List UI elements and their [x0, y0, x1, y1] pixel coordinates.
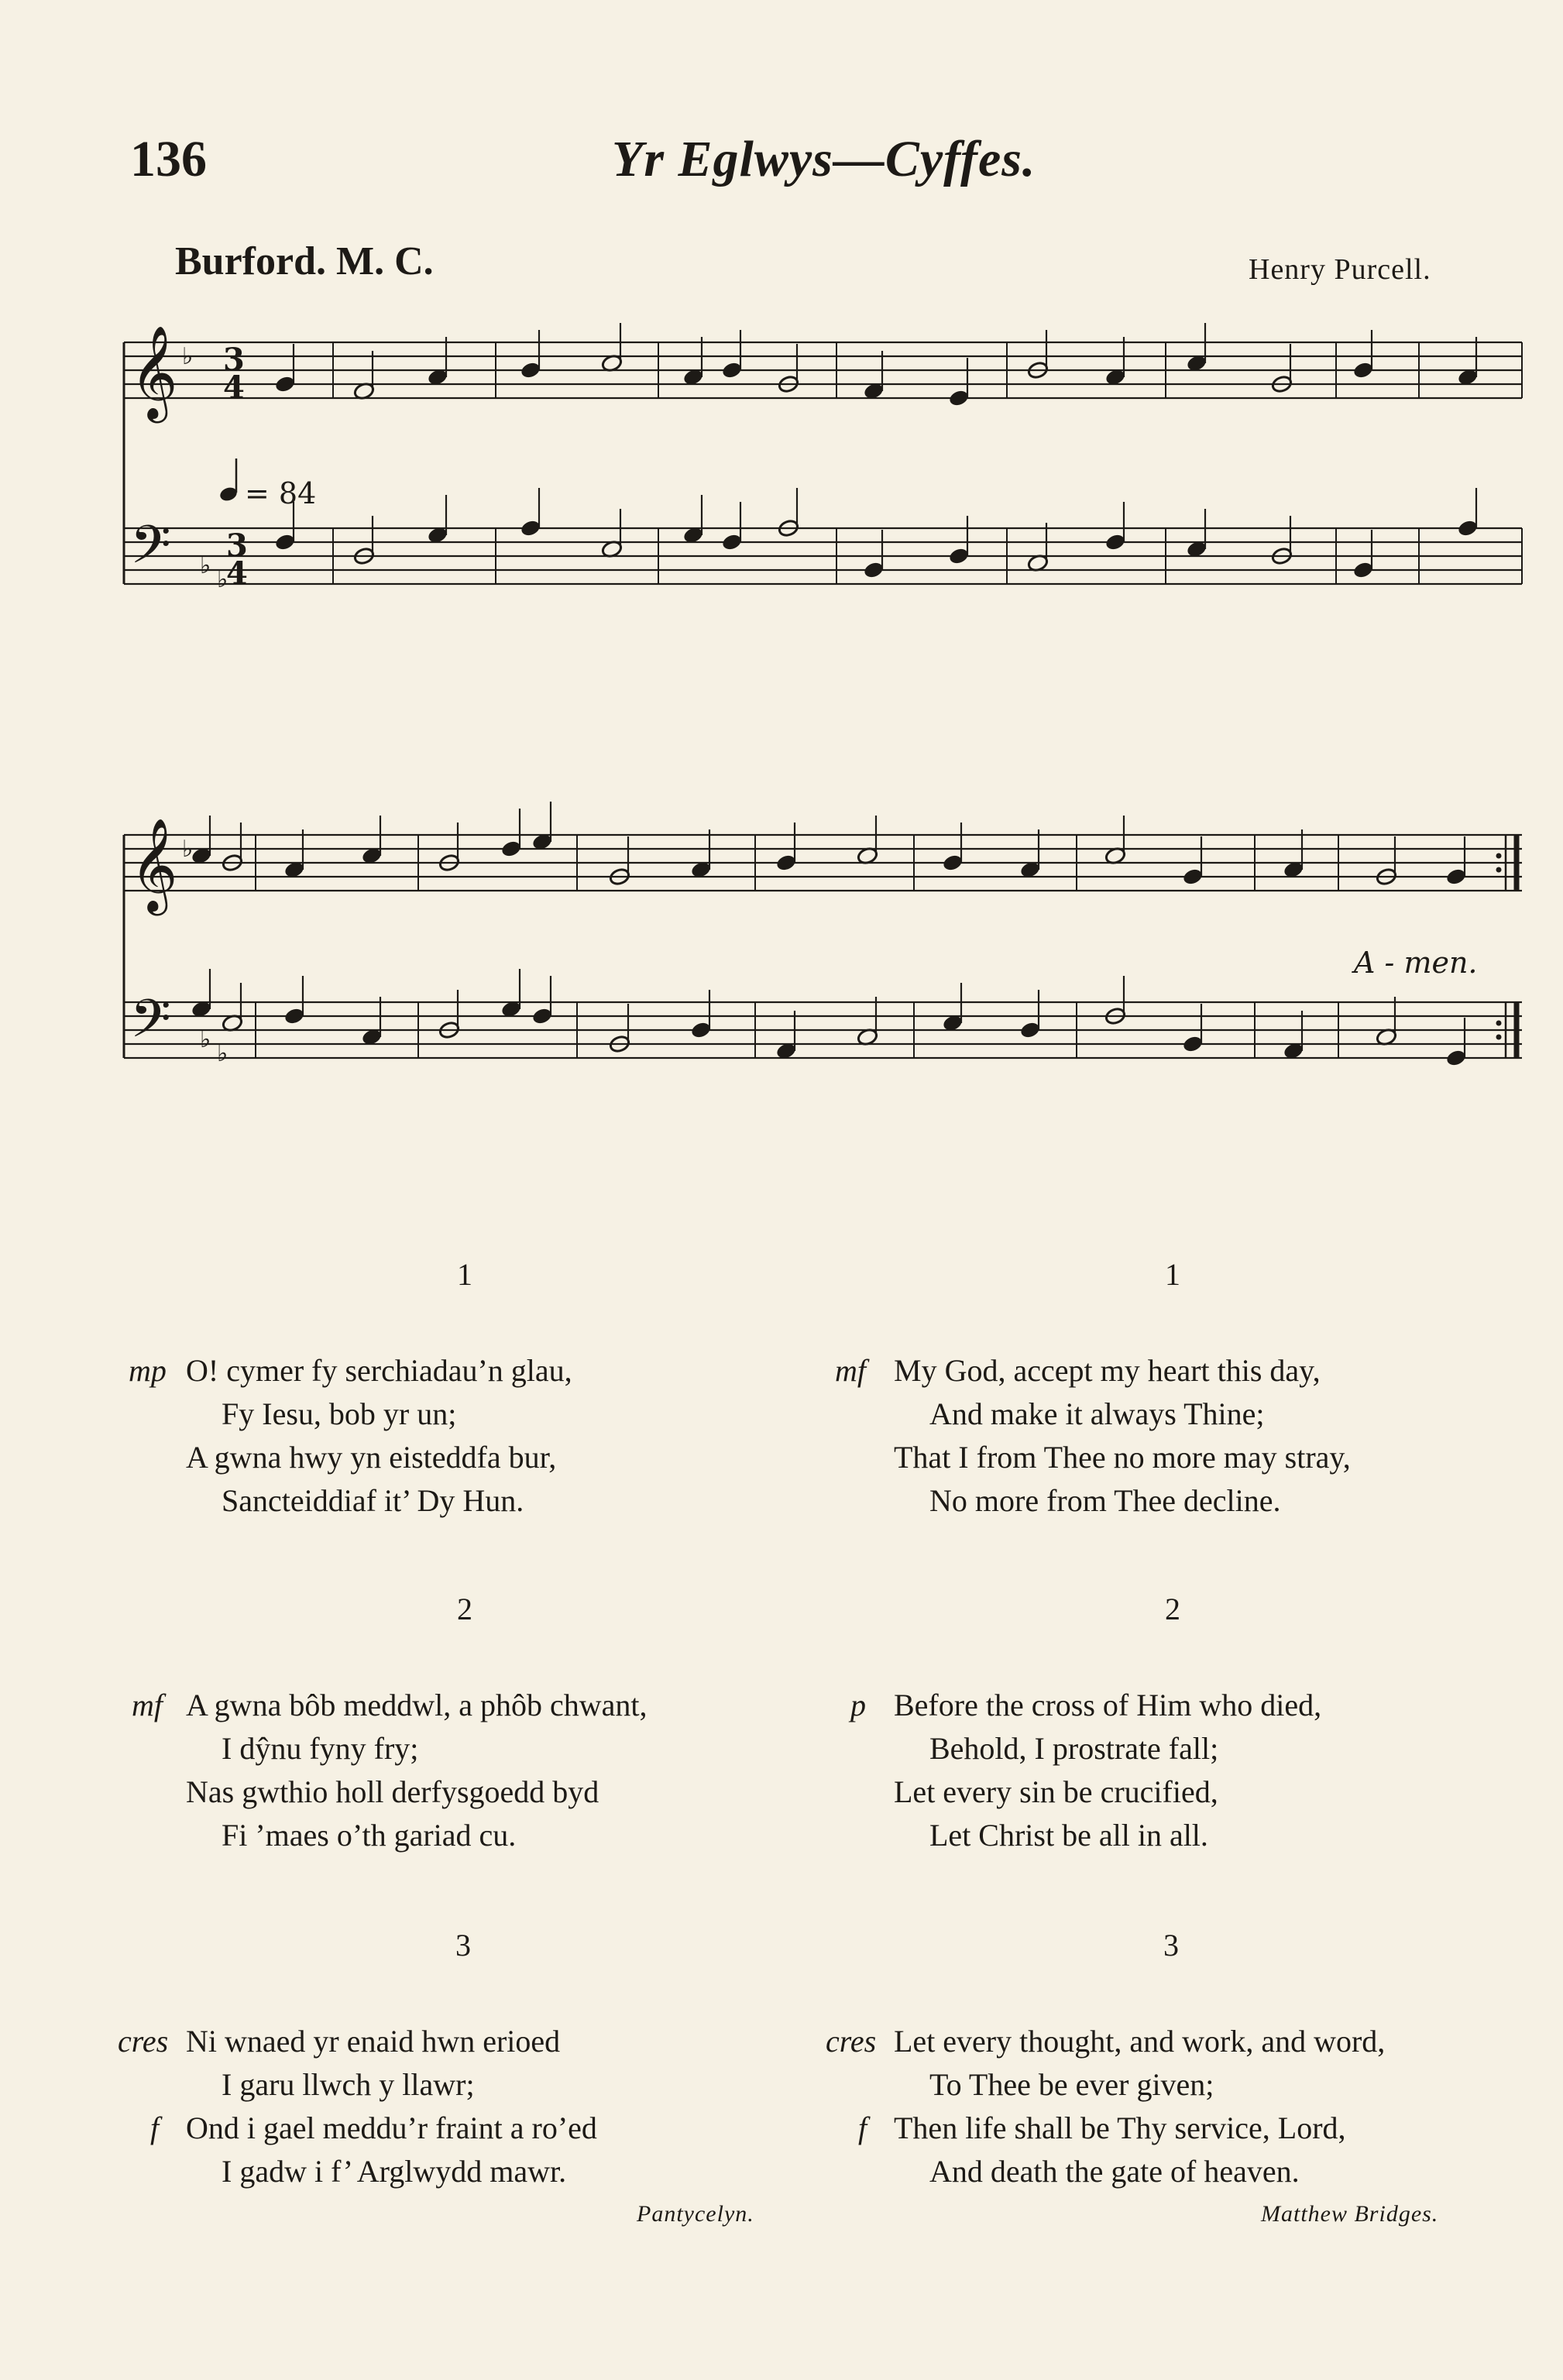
page-number: 136 — [130, 131, 207, 187]
dynamic-marking: mf — [835, 1353, 866, 1388]
verse-line: That I from Thee no more may stray, — [894, 1440, 1351, 1475]
verse-line: And make it always Thine; — [929, 1396, 1265, 1431]
treble-clef-icon: 𝄞 — [130, 325, 178, 419]
welsh-author: Pantycelyn. — [637, 2201, 754, 2227]
svg-text:♭: ♭ — [200, 552, 211, 579]
stanza-number: 2 — [1165, 1592, 1180, 1626]
verse-line: Fy Iesu, bob yr un; — [222, 1396, 457, 1431]
svg-text:♭: ♭ — [182, 343, 194, 370]
english-stanza-2 — [850, 1684, 1322, 1857]
notes-system-1 — [274, 323, 1479, 579]
verse-line: f Ond i gael meddu’r fraint a ro’ed — [186, 2107, 597, 2150]
verse-line: To Thee be ever given; — [929, 2067, 1214, 2102]
english-stanza-1 — [835, 1349, 1351, 1523]
dynamic-marking: mp — [129, 1353, 167, 1388]
welsh-stanza-2 — [132, 1684, 648, 1857]
welsh-stanza-3 — [118, 2020, 597, 2193]
dynamic-marking: cres — [118, 2024, 169, 2059]
amen-text: A - men. — [1354, 946, 1478, 980]
verse-line: Let Christ be all in all. — [929, 1818, 1208, 1853]
verse-line: No more from Thee decline. — [929, 1483, 1281, 1518]
verse-line: Behold, I prostrate fall; — [929, 1731, 1219, 1766]
time-signature-top: 3 — [223, 342, 245, 378]
time-signature-top: 3 — [226, 527, 248, 564]
stanza-number: 1 — [457, 1257, 472, 1292]
verse-line: Nas gwthio holl derfysgoedd byd — [186, 1774, 599, 1809]
stanza-number: 3 — [1163, 1928, 1179, 1963]
time-signature-bottom: 4 — [226, 555, 248, 592]
verse-line: mf A gwna bôb meddwl, a phôb chwant, — [186, 1684, 647, 1727]
svg-text:♭: ♭ — [200, 1026, 211, 1053]
dynamic-marking: f — [858, 2110, 867, 2145]
stanza-number: 3 — [455, 1928, 471, 1963]
svg-text:♭: ♭ — [217, 1040, 228, 1067]
bass-clef-icon: 𝄢 — [130, 515, 171, 589]
verse-line: A gwna hwy yn eisteddfa bur, — [186, 1440, 557, 1475]
music-system-2 — [0, 774, 1563, 1138]
tempo-marking: = 84 — [245, 476, 317, 510]
welsh-stanza-1 — [129, 1349, 572, 1523]
svg-text:♭: ♭ — [182, 836, 194, 863]
treble-clef-icon: 𝄞 — [130, 817, 178, 912]
stanza-number: 1 — [1165, 1257, 1180, 1292]
tune-name: Burford. M. C. — [175, 239, 434, 283]
verse-line: I gadw i f’ Arglwydd mawr. — [222, 2154, 567, 2189]
running-header-title: Yr Eglwys—Cyffes. — [612, 131, 1036, 187]
verse-line: f Then life shall be Thy service, Lord, — [894, 2107, 1385, 2150]
notes-system-2 — [191, 802, 1468, 1067]
verse-line: mp O! cymer fy serchiadau’n glau, — [186, 1349, 572, 1393]
dynamic-marking: f — [150, 2110, 160, 2145]
english-author: Matthew Bridges. — [1261, 2201, 1439, 2227]
verse-line: And death the gate of heaven. — [929, 2154, 1300, 2189]
verse-line: Fi ’maes o’th gariad cu. — [222, 1818, 517, 1853]
music-system-1 — [0, 310, 1563, 674]
verse-line: cres Ni wnaed yr enaid hwn erioed — [186, 2020, 597, 2063]
composer-credit: Henry Purcell. — [1249, 253, 1431, 286]
dynamic-marking: cres — [826, 2024, 877, 2059]
time-signature-bottom: 4 — [223, 369, 245, 406]
bass-clef-icon: 𝄢 — [130, 989, 171, 1063]
english-stanza-3 — [826, 2020, 1386, 2193]
verse-line: mf My God, accept my heart this day, — [894, 1349, 1351, 1393]
dynamic-marking: mf — [132, 1688, 163, 1722]
verse-line: Sancteiddiaf it’ Dy Hun. — [222, 1483, 524, 1518]
verse-line: cres Let every thought, and work, and word, — [894, 2020, 1385, 2063]
dynamic-marking: p — [850, 1688, 866, 1722]
verse-line: p Before the cross of Him who died, — [894, 1684, 1321, 1727]
verse-line: I garu llwch y llawr; — [222, 2067, 475, 2102]
svg-text:♭: ♭ — [217, 566, 228, 593]
verse-line: I dŷnu fyny fry; — [222, 1731, 419, 1766]
stanza-number: 2 — [457, 1592, 472, 1626]
verse-line: Let every sin be crucified, — [894, 1774, 1218, 1809]
